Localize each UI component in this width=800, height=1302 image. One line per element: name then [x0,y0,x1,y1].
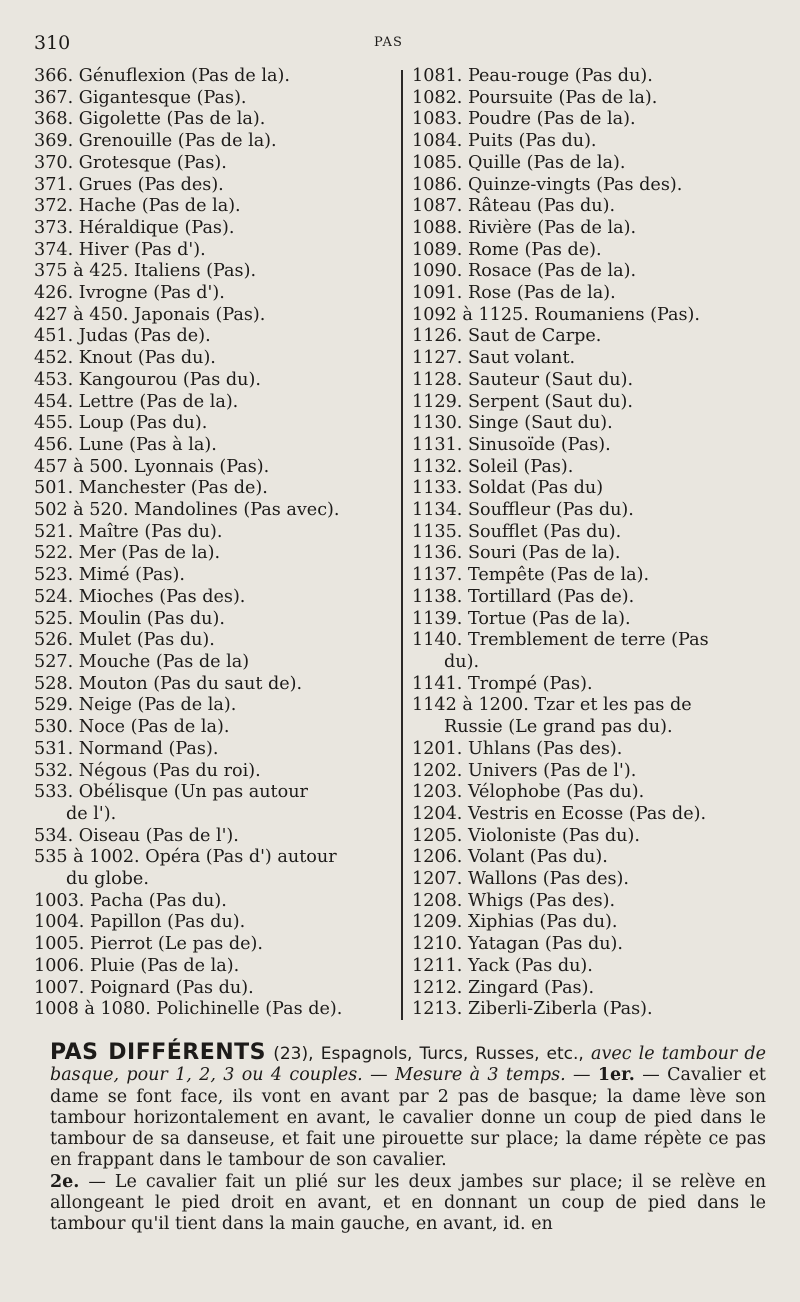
list-item: 1206. Volant (Pas du). [412,847,608,868]
list-item: 1081. Peau-rouge (Pas du). [412,66,653,86]
list-item: 532. Négous (Pas du roi). [34,760,261,781]
list-item: 371. Grues (Pas des). [34,174,224,195]
list-item: de l'). [66,803,117,824]
list-item: 1204. Vestris en Ecosse (Pas de). [412,803,707,824]
list-item: 426. Ivrogne (Pas d'). [34,283,225,304]
list-item: 451. Judas (Pas de). [34,326,211,347]
list-item: 1213. Ziberli-Ziberla (Pas). [412,999,653,1020]
list-item: 370. Grotesque (Pas). [34,152,227,173]
list-item: 453. Kangourou (Pas du). [34,369,261,390]
section-pas-differents [50,1042,766,1236]
list-item: 527. Mouche (Pas de la) [34,651,250,672]
list-item: 1201. Uhlans (Pas des). [412,738,623,759]
list-item: Russie (Le grand pas du). [444,717,673,738]
running-head: PAS [374,35,403,50]
list-item: 1207. Wallons (Pas des). [412,869,629,890]
list-item: 531. Normand (Pas). [34,738,219,759]
list-item: du globe. [66,869,149,890]
paragraph-2 [50,1172,766,1236]
list-item: 1092 à 1125. Roumaniens (Pas). [412,304,700,325]
list-item: 1139. Tortue (Pas de la). [412,608,631,629]
list-item: 1209. Xiphias (Pas du). [412,912,618,933]
paragraph-1-marker: 1er. [597,1065,635,1086]
list-item: 535 à 1002. Opéra (Pas d') autour [34,847,337,868]
list-item: 1127. Saut volant. [412,348,576,369]
list-item: 1135. Soufflet (Pas du). [412,521,622,542]
list-item: 1087. Râteau (Pas du). [412,196,616,217]
list-item: 1203. Vélophobe (Pas du). [412,782,645,803]
list-item: 1132. Soleil (Pas). [412,456,574,477]
list-item: 374. Hiver (Pas d'). [34,239,206,260]
section-count: (23), [273,1044,314,1064]
section-heading-paragraph [50,1042,766,1172]
paragraph-1-text: — Cavalier et dame se font face, ils vont en avant par 2 pas de basque; la dame lève son tambour horizontalement en avant, le cavalier donne un coup de pied dans le tambour de sa danseuse, et fait une pirouette sur place; la dame répète ce pas en frappant dans le tambour de son cavalier. [50,1065,766,1171]
list-item: 1211. Yack (Pas du). [412,955,593,976]
list-item: 523. Mimé (Pas). [34,565,185,586]
list-item: 1083. Poudre (Pas de la). [412,109,636,130]
column-divider [401,70,403,1020]
list-item: 1084. Puits (Pas du). [412,131,597,152]
right-column-list [412,66,772,1021]
list-item: 1208. Whigs (Pas des). [412,890,616,911]
paragraph-2-marker: 2e. [50,1171,80,1192]
list-item: 1130. Singe (Saut du). [412,413,613,434]
list-item: 427 à 450. Japonais (Pas). [34,304,266,325]
list-item: 1205. Violoniste (Pas du). [412,825,640,846]
list-item: 521. Maître (Pas du). [34,521,223,542]
list-item: 501. Manchester (Pas de). [34,478,268,499]
list-item: 1128. Sauteur (Saut du). [412,369,634,390]
list-item: 1142 à 1200. Tzar et les pas de [412,695,692,716]
list-item: 530. Noce (Pas de la). [34,717,230,738]
list-item: 373. Héraldique (Pas). [34,217,235,238]
list-item: 1131. Sinusoïde (Pas). [412,434,611,455]
paragraph-2-text: — Le cavalier fait un plié sur les deux jambes sur place; il se relève en allongeant le pied droit en avant, et en donnant un coup de pied dans le tambour qu'il tient dans la main gauche, en avant, id. en [50,1171,766,1235]
list-item: 1134. Souffleur (Pas du). [412,500,634,521]
list-item: 1082. Poursuite (Pas de la). [412,87,658,108]
list-item: 1141. Trompé (Pas). [412,673,593,694]
section-subtitle: Espagnols, Turcs, Russes, etc., [320,1044,584,1064]
list-item: 1085. Quille (Pas de la). [412,152,626,173]
list-item: 452. Knout (Pas du). [34,348,216,369]
list-item: 457 à 500. Lyonnais (Pas). [34,456,270,477]
list-item: 526. Mulet (Pas du). [34,630,215,651]
list-item: 1212. Zingard (Pas). [412,977,595,998]
list-item: 369. Grenouille (Pas de la). [34,131,277,152]
list-item: du). [444,651,480,672]
list-item: 368. Gigolette (Pas de la). [34,109,266,130]
list-item: 1136. Souri (Pas de la). [412,543,621,564]
list-item: 525. Moulin (Pas du). [34,608,225,629]
list-item: 524. Mioches (Pas des). [34,586,246,607]
list-item: 455. Loup (Pas du). [34,413,208,434]
list-item: 454. Lettre (Pas de la). [34,391,239,412]
left-column-list [34,66,394,1021]
list-item: 502 à 520. Mandolines (Pas avec). [34,500,340,521]
page-header [34,32,774,56]
list-item: 528. Mouton (Pas du saut de). [34,673,303,694]
list-item: 1089. Rome (Pas de). [412,239,602,260]
list-item: 366. Génuflexion (Pas de la). [34,66,290,86]
list-item: 367. Gigantesque (Pas). [34,87,247,108]
list-item: 1007. Poignard (Pas du). [34,977,254,998]
list-item: 456. Lune (Pas à la). [34,434,217,455]
list-item: 1006. Pluie (Pas de la). [34,955,240,976]
list-item: 1003. Pacha (Pas du). [34,890,227,911]
list-item: 1137. Tempête (Pas de la). [412,565,650,586]
list-item: 1088. Rivière (Pas de la). [412,217,637,238]
list-item: 372. Hache (Pas de la). [34,196,241,217]
list-item: 1090. Rosace (Pas de la). [412,261,637,282]
list-item: 1091. Rose (Pas de la). [412,283,616,304]
list-item: 375 à 425. Italiens (Pas). [34,261,257,282]
list-item: 522. Mer (Pas de la). [34,543,221,564]
list-item: 1005. Pierrot (Le pas de). [34,934,263,955]
list-item: 1133. Soldat (Pas du) [412,478,604,499]
list-item: 1004. Papillon (Pas du). [34,912,246,933]
section-measure: avec le tambour de basque, pour 1, 2, 3 ou 4 couples. — Mesure à 3 temps. — [50,1044,766,1086]
list-item: 1008 à 1080. Polichinelle (Pas de). [34,999,343,1020]
list-item: 529. Neige (Pas de la). [34,695,237,716]
list-item: 1210. Yatagan (Pas du). [412,934,624,955]
list-item: 1202. Univers (Pas de l'). [412,760,637,781]
section-title: PAS DIFFÉRENTS [50,1040,267,1065]
list-item: 1129. Serpent (Saut du). [412,391,633,412]
list-item: 1126. Saut de Carpe. [412,326,602,347]
list-item: 534. Oiseau (Pas de l'). [34,825,239,846]
list-item: 1086. Quinze-vingts (Pas des). [412,174,683,195]
list-item: 533. Obélisque (Un pas autour [34,782,308,803]
list-item: 1138. Tortillard (Pas de). [412,586,635,607]
list-item: 1140. Tremblement de terre (Pas [412,630,709,651]
page-number: 310 [34,32,71,54]
